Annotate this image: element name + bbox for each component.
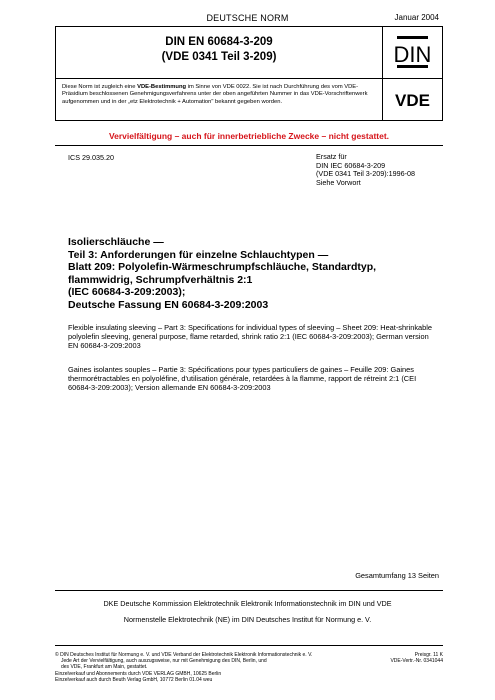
footer-line: Jede Art der Vervielfältigung, auch auszugsweise, nur mit Genehmigung des DIN, Berlin, und	[61, 658, 267, 665]
replacement-line: Ersatz für	[316, 152, 347, 161]
footer-line: des VDE, Frankfurt am Main, gestattet.	[61, 664, 148, 671]
footer-line: Einzelverkauf und Abonnements durch VDE VERLAG GMBH, 10625 Berlin	[55, 670, 222, 677]
french-title: Gaines isolantes souples – Partie 3: Spécifications pour types particuliers de gaines – Feuille 209: Gaines thermorétractables en polyoléfine, d'utilisation générale, retardées à la flamme, rapport de rétreint 2:1 (CEI 60684-3-209:2003); Version allemande EN 60684-3-209:2003	[68, 365, 417, 392]
dke-line: DKE Deutsche Kommission Elektrotechnik Elektronik Informationstechnik im DIN und VDE	[103, 599, 392, 608]
german-title-line: Deutsche Fassung EN 60684-3-209:2003	[68, 298, 269, 311]
replacement-line: Siehe Vorwort	[316, 177, 361, 187]
replacement-line: (VDE 0341 Teil 3-209):1996-08	[316, 169, 415, 179]
replacement-line: DIN IEC 60684-3-209	[316, 160, 386, 170]
german-title-line: Blatt 209: Polyolefin-Wärmeschrumpfschläuche, Standardtyp,	[68, 261, 377, 274]
vde-note-bold: VDE-Bestimmung	[137, 84, 187, 90]
footer-line: © DIN Deutsches Institut für Normung e. V. und VDE Verband der Elektrotechnik Elektronik Informationstechnik e. V.	[55, 652, 313, 658]
copyright-footer	[55, 652, 385, 683]
german-title-line: Isolierschläuche —	[68, 236, 164, 248]
title-box	[55, 26, 383, 79]
din-logo-box	[382, 26, 443, 79]
german-title	[68, 236, 443, 312]
german-title-line: Teil 3: Anforderungen für einzelne Schlauchtypen —	[68, 248, 329, 261]
replacement-info	[316, 153, 415, 187]
normenstelle-line: Normenstelle Elektrotechnik (NE) im DIN Deutsches Institut für Normung e. V.	[123, 615, 372, 624]
divider	[55, 590, 443, 591]
vde-number: (VDE 0341 Teil 3-209)	[161, 51, 277, 63]
ics-code: ICS 29.035.20	[68, 153, 114, 162]
divider	[55, 145, 443, 146]
vde-logo-box	[382, 78, 443, 121]
vde-note-text-1: Diese Norm ist zugleich eine	[62, 84, 138, 90]
vde-note-text-2: im Sinne von VDE 0022. Sie ist nach Durchführung des vom VDE-Präsidium beschlossenen Genehmigungsverfahrens unter der oben angeführten Nummer in das VDE-Vorschriftenwerk aufgenommen und in der „etz Elektrotechnik + Automation" bekannt gegeben worden.	[62, 84, 368, 105]
copy-warning: Vervielfältigung – auch für innerbetriebliche Zwecke – nicht gestattet.	[108, 131, 390, 141]
total-pages: Gesamtumfang 13 Seiten	[355, 571, 439, 580]
german-title-line: (IEC 60684-3-209:2003);	[68, 286, 186, 299]
vde-sales-number: VDE-Vertr.-Nr. 0341044	[390, 658, 443, 665]
vde-logo-icon	[383, 79, 442, 120]
footer-line: Einzelverkauf auch durch Beuth Verlag GmbH, 10772 Berlin 01.04 weu	[55, 676, 213, 683]
price-group: Preisgr. 11 K	[414, 652, 443, 658]
vde-logo-text: VDE	[395, 91, 430, 110]
din-logo-icon	[383, 27, 442, 78]
din-logo-text: DIN	[393, 42, 432, 67]
german-title-line: flammwidrig, Schrumpfverhältnis 2:1	[68, 273, 253, 286]
standard-number: DIN EN 60684-3-209	[165, 36, 273, 48]
vde-note	[62, 84, 380, 106]
price-info	[390, 652, 443, 664]
vde-note-box	[55, 78, 383, 121]
issue-date: Januar 2004	[394, 13, 439, 22]
norm-label: DEUTSCHE NORM	[206, 13, 289, 23]
divider	[55, 645, 443, 646]
english-title: Flexible insulating sleeving – Part 3: Specifications for individual types of sleeving – Sheet 209: Heat-shrinkable polyolefin sleeving, general purpose, flame retarded, shrink ratio 2:1 (IEC 60684-3-209:2003); German version EN 60684-3-209:2003	[68, 323, 432, 350]
